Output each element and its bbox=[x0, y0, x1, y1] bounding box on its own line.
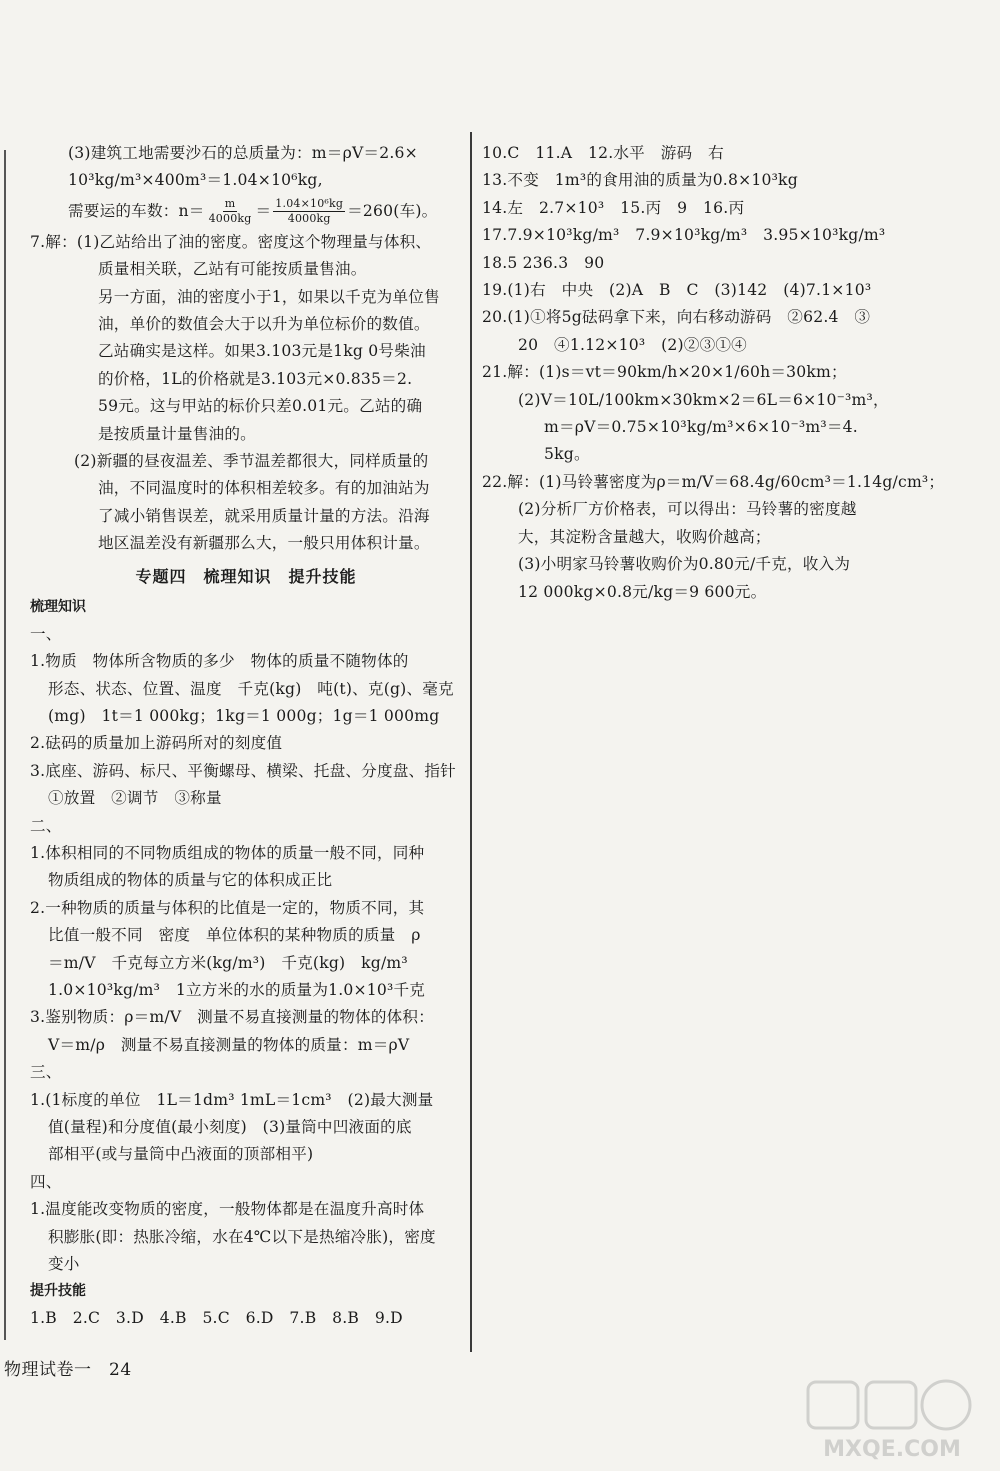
answer-line: 地区温差没有新疆那么大，一般只用体积计量。 bbox=[98, 534, 430, 553]
answer-line: 3.鉴别物质：ρ＝m/V 测量不易直接测量的物体的体积： bbox=[30, 1008, 435, 1027]
answer-line: 质量相关联，乙站有可能按质量售油。 bbox=[98, 260, 367, 279]
answer-line: 积膨胀(即：热胀冷缩，水在4℃以下是热缩冷胀)，密度 bbox=[48, 1227, 436, 1246]
answer-line: 另一方面，油的密度小于1，如果以千克为单位售 bbox=[98, 287, 440, 306]
answer-line: 1.温度能改变物质的密度，一般物体都是在温度升高时体 bbox=[30, 1200, 425, 1219]
answer-line: (2)V＝10L/100km×30km×2＝6L＝6×10⁻³m³， bbox=[518, 390, 889, 409]
answer-line: 2.砝码的质量加上游码所对的刻度值 bbox=[30, 734, 283, 753]
answer-line: 19.(1)右 中央 (2)A B C (3)142 (4)7.1×10³ bbox=[482, 281, 872, 300]
section-title: 专题四 梳理知识 提升技能 bbox=[135, 566, 357, 586]
answer-line: V＝m/ρ 测量不易直接测量的物体的质量：m＝ρV bbox=[48, 1035, 410, 1054]
right-column bbox=[482, 140, 972, 606]
answer-line: 5kg。 bbox=[544, 445, 590, 464]
answer-line: 7.解：(1)乙站给出了油的密度。密度这个物理量与体积、 bbox=[30, 232, 432, 251]
answer-line: 了减小销售误差，就采用质量计量的方法。沿海 bbox=[98, 506, 430, 525]
page-edge-line bbox=[4, 150, 6, 1340]
answer-line: 3.底座、游码、标尺、平衡螺母、横梁、托盘、分度盘、指针 bbox=[30, 761, 456, 780]
answer-line: 乙站确实是这样。如果3.103元是1kg 0号柴油 bbox=[98, 342, 426, 361]
answer-line: 59元。这与甲站的标价只差0.01元。乙站的确 bbox=[98, 397, 423, 416]
answer-line: 1.体积相同的不同物质组成的物体的质量一般不同，同种 bbox=[30, 843, 425, 862]
answer-line: 12 000kg×0.8元/kg＝9 600元。 bbox=[518, 582, 767, 601]
answer-line: (mg) 1t＝1 000kg；1kg＝1 000g；1g＝1 000mg bbox=[48, 706, 440, 725]
answer-line: ①放置 ②调节 ③称量 bbox=[48, 789, 222, 808]
answer-line: (2)新疆的昼夜温差、季节温差都很大，同样质量的 bbox=[74, 452, 429, 471]
answer-line: ＝m/V 千克每立方米(kg/m³) 千克(kg) kg/m³ bbox=[48, 953, 408, 972]
left-column bbox=[30, 140, 462, 1333]
fraction-equation: 需要运的车数：n＝ $\frac{m}{4000kg}$ ＝ $\frac{\text{1.04×10⁶kg}}{4000kg}$ ＝260(车)。 bbox=[68, 197, 438, 226]
answer-line: 1.(1标度的单位 1L＝1dm³ 1mL＝1cm³ (2)最大测量 bbox=[30, 1090, 434, 1109]
part-heading: 三、 bbox=[30, 1063, 62, 1082]
answer-line: 值(量程)和分度值(最小刻度) (3)量筒中凹液面的底 bbox=[48, 1118, 412, 1136]
answer-line: 22.解：(1)马铃薯密度为ρ＝m/V＝68.4g/60cm³＝1.14g/cm³； bbox=[482, 472, 945, 491]
answer-line: 形态、状态、位置、温度 千克(kg) 吨(t)、克(g)、毫克 bbox=[48, 679, 454, 698]
watermark-logo bbox=[800, 1378, 985, 1466]
answer-line: 是按质量计量售油的。 bbox=[98, 424, 256, 443]
answer-line: 17.7.9×10³kg/m³ 7.9×10³kg/m³ 3.95×10³kg/m³ bbox=[482, 226, 886, 245]
answer-line: 比值一般不同 密度 单位体积的某种物质的质量 ρ bbox=[48, 926, 421, 945]
answer-line: m＝ρV＝0.75×10³kg/m³×6×10⁻³m³＝4. bbox=[544, 418, 858, 437]
fraction: $\frac{\text{1.04×10⁶kg}}{4000kg}$ bbox=[275, 197, 344, 226]
answer-line: 油，不同温度时的体积相差较多。有的加油站为 bbox=[98, 479, 430, 498]
answer-line: (3)小明家马铃薯收购价为0.80元/千克，收入为 bbox=[518, 555, 851, 574]
answer-line: 1.物质 物体所含物质的多少 物体的质量不随物体的 bbox=[30, 652, 409, 671]
answer-line: 物质组成的物体的质量与它的体积成正比 bbox=[48, 871, 333, 890]
answer-line: 1.0×10³kg/m³ 1立方米的水的质量为1.0×10³千克 bbox=[48, 980, 426, 999]
answer-line: (2)分析厂方价格表，可以得出：马铃薯的密度越 bbox=[518, 500, 857, 519]
part-heading: 四、 bbox=[30, 1172, 62, 1191]
answer-line: 1.B 2.C 3.D 4.B 5.C 6.D 7.B 8.B 9.D bbox=[30, 1309, 403, 1328]
column-divider bbox=[470, 132, 472, 1352]
answer-line: 20 ④1.12×10³ (2)②③①④ bbox=[518, 335, 747, 354]
answer-line: 的价格，1L的价格就是3.103元×0.835＝2. bbox=[98, 369, 413, 388]
answer-line: 2.一种物质的质量与体积的比值是一定的，物质不同，其 bbox=[30, 898, 425, 917]
answer-line: 10³kg/m³×400m³＝1.04×10⁶kg, bbox=[68, 171, 323, 190]
answer-line: 大，其淀粉含量越大，收购价越高； bbox=[518, 527, 771, 546]
page-footer: 物理试卷一 24 bbox=[4, 1360, 132, 1380]
answer-line: (3)建筑工地需要沙石的总质量为：m＝ρV＝2.6× bbox=[68, 144, 418, 162]
subsection-heading: 提升技能 bbox=[30, 1283, 86, 1300]
answer-line: 部相平(或与量筒中凸液面的顶部相平) bbox=[48, 1145, 314, 1164]
svg-text:MXQE.COM: MXQE.COM bbox=[823, 1437, 961, 1462]
answer-line: 18.5 236.3 90 bbox=[482, 253, 605, 272]
answer-line: 变小 bbox=[48, 1255, 80, 1274]
fraction: $\frac{m}{4000kg}$ bbox=[208, 197, 252, 226]
answer-line: 20.(1)①将5g砝码拿下来，向右移动游码 ②62.4 ③ bbox=[482, 308, 871, 327]
part-heading: 一、 bbox=[30, 624, 62, 643]
answer-line: 10.C 11.A 12.水平 游码 右 bbox=[482, 144, 724, 162]
subsection-heading: 梳理知识 bbox=[30, 598, 86, 615]
part-heading: 二、 bbox=[30, 816, 62, 835]
answer-line: 14.左 2.7×10³ 15.丙 9 16.丙 bbox=[482, 198, 745, 217]
answer-line: 13.不变 1m³的食用油的质量为0.8×10³kg bbox=[482, 171, 798, 190]
answer-line: 油，单价的数值会大于以升为单位标价的数值。 bbox=[98, 315, 430, 334]
answer-line: 21.解：(1)s＝vt＝90km/h×20×1/60h＝30km； bbox=[482, 363, 847, 382]
